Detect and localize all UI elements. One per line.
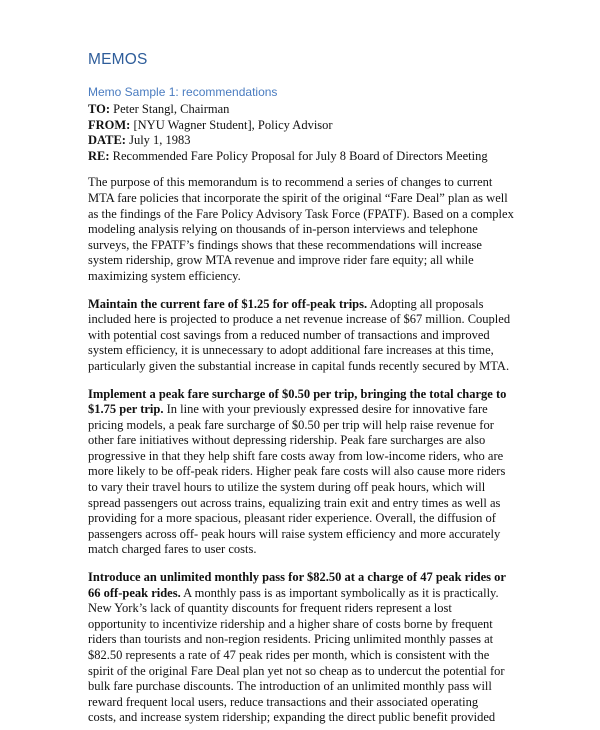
recommendation-3-heading: Introduce an unlimited monthly pass for $82.50 at a charge of 47 peak rides or	[88, 570, 506, 585]
memo-from-label: FROM:	[88, 117, 131, 132]
memo-sample-title: Memo Sample 1: recommendations	[88, 85, 278, 99]
paragraph-line: $82.50 represents a rate of 47 peak rides per month, which is consistent with the	[88, 648, 490, 662]
paragraph-text: A monthly pass is as important symbolically as it is practically.	[180, 585, 499, 600]
memo-re-label: RE:	[88, 148, 110, 163]
paragraph-line: surveys, the FPATF’s findings shows that these recommendations will increase	[88, 237, 482, 252]
paragraph-line: providing for a more spacious, pleasant rider experience. Overall, the diffusion of	[88, 511, 496, 526]
memo-date-value: July 1, 1983	[125, 133, 191, 148]
memo-header	[88, 102, 600, 164]
paragraph-line: particularly given the substantial increase in capital funds recently secured by MTA.	[88, 358, 510, 373]
recommendation-3-paragraph	[88, 570, 528, 726]
paragraph-line: riders than tourists and non-region residents. Pricing unlimited monthly passes at	[88, 632, 494, 647]
paragraph-line	[88, 297, 528, 313]
paragraph-line	[88, 586, 528, 602]
memo-date-label: DATE:	[88, 133, 126, 148]
recommendation-2-paragraph	[88, 387, 528, 559]
paragraph-line: spirit of the original Fare Deal plan yet not so cheap as to undercut the potential for	[88, 663, 505, 678]
paragraph-line: to vary their travel hours to utilize the system during off peak hours, which will	[88, 480, 486, 495]
paragraph-line: maximizing system efficiency.	[88, 268, 241, 283]
paragraph-line: opportunity to incentivize ridership and a higher share of costs borne by frequent	[88, 616, 493, 631]
paragraph-line: passengers across off- peak hours will raise system efficiency and more accurately	[88, 526, 501, 541]
paragraph-line: system ridership, grow MTA revenue and improve rider fare equity; all while	[88, 253, 474, 268]
paragraph-line	[88, 387, 528, 403]
paragraph-line: system efficiency, it is unnecessary to adopt additional fare increases at this time,	[88, 343, 494, 358]
paragraph-line	[88, 570, 528, 586]
paragraph-line: New York’s lack of quantity discounts for frequent riders represent a lost	[88, 601, 452, 616]
paragraph-line: MTA fare policies that incorporate the spirit of the original “Fare Deal” plan as well	[88, 190, 508, 205]
paragraph-text: Adopting all proposals	[367, 296, 484, 311]
recommendation-2-heading: Implement a peak fare surcharge of $0.50 per trip, bringing the total charge to	[88, 386, 507, 401]
recommendation-1-heading: Maintain the current fare of $1.25 for off-peak trips.	[88, 296, 368, 311]
paragraph-line: spread passengers out across trains, equalizing train exit and entry times as well as	[88, 495, 501, 510]
paragraph-line: as the findings of the Fare Policy Advisory Task Force (FPATF). Based on a complex	[88, 206, 514, 221]
recommendation-3-heading-cont: 66 off-peak rides.	[88, 585, 181, 600]
paragraph-line: costs, and increase system ridership; expanding the direct public benefit provided	[88, 710, 496, 725]
page-title: MEMOS	[88, 51, 148, 68]
paragraph-line: bulk fare purchase discounts. The introduction of an unlimited monthly pass will	[88, 679, 492, 694]
memo-to-label: TO:	[88, 102, 110, 116]
paragraph-line	[88, 402, 528, 418]
paragraph-text: In line with your previously expressed desire for innovative fare	[163, 402, 488, 417]
memo-from-line	[88, 118, 600, 134]
memo-re-value: Recommended Fare Policy Proposal for July 8 Board of Directors Meeting	[109, 148, 488, 163]
recommendation-2-heading-cont: $1.75 per trip.	[88, 402, 164, 417]
paragraph-line: more likely to be off-peak riders. Higher peak fare costs will also cause more riders	[88, 464, 506, 479]
memo-re-line	[88, 149, 600, 165]
paragraph-line: with potential cost savings from a reduced number of transactions and improved	[88, 327, 490, 342]
memo-date-line	[88, 133, 600, 149]
paragraph-line: reward frequent local users, reduce transactions and their associated operating	[88, 694, 479, 709]
paragraph-line: The purpose of this memorandum is to recommend a series of changes to current	[88, 175, 493, 190]
intro-paragraph	[88, 175, 528, 284]
memo-to-line	[88, 102, 600, 118]
memo-from-value: [NYU Wagner Student], Policy Advisor	[130, 117, 333, 132]
paragraph-line: included here is projected to produce a net revenue increase of $67 million. Coupled	[88, 312, 511, 327]
paragraph-line: other fare initiatives without depressing ridership. Peak fare surcharges are also	[88, 433, 486, 448]
recommendation-1-paragraph	[88, 297, 528, 375]
paragraph-line: pricing models, a peak fare surcharge of $0.50 per trip will help raise revenue for	[88, 417, 494, 432]
paragraph-line: modeling analysis relying on thousands of in-person interviews and telephone	[88, 222, 478, 237]
paragraph-line: progressive in that they help shift fare costs away from low-income riders, who are	[88, 448, 504, 463]
paragraph-line: match charged fares to user costs.	[88, 542, 257, 557]
memo-to-value: Peter Stangl, Chairman	[110, 102, 230, 116]
